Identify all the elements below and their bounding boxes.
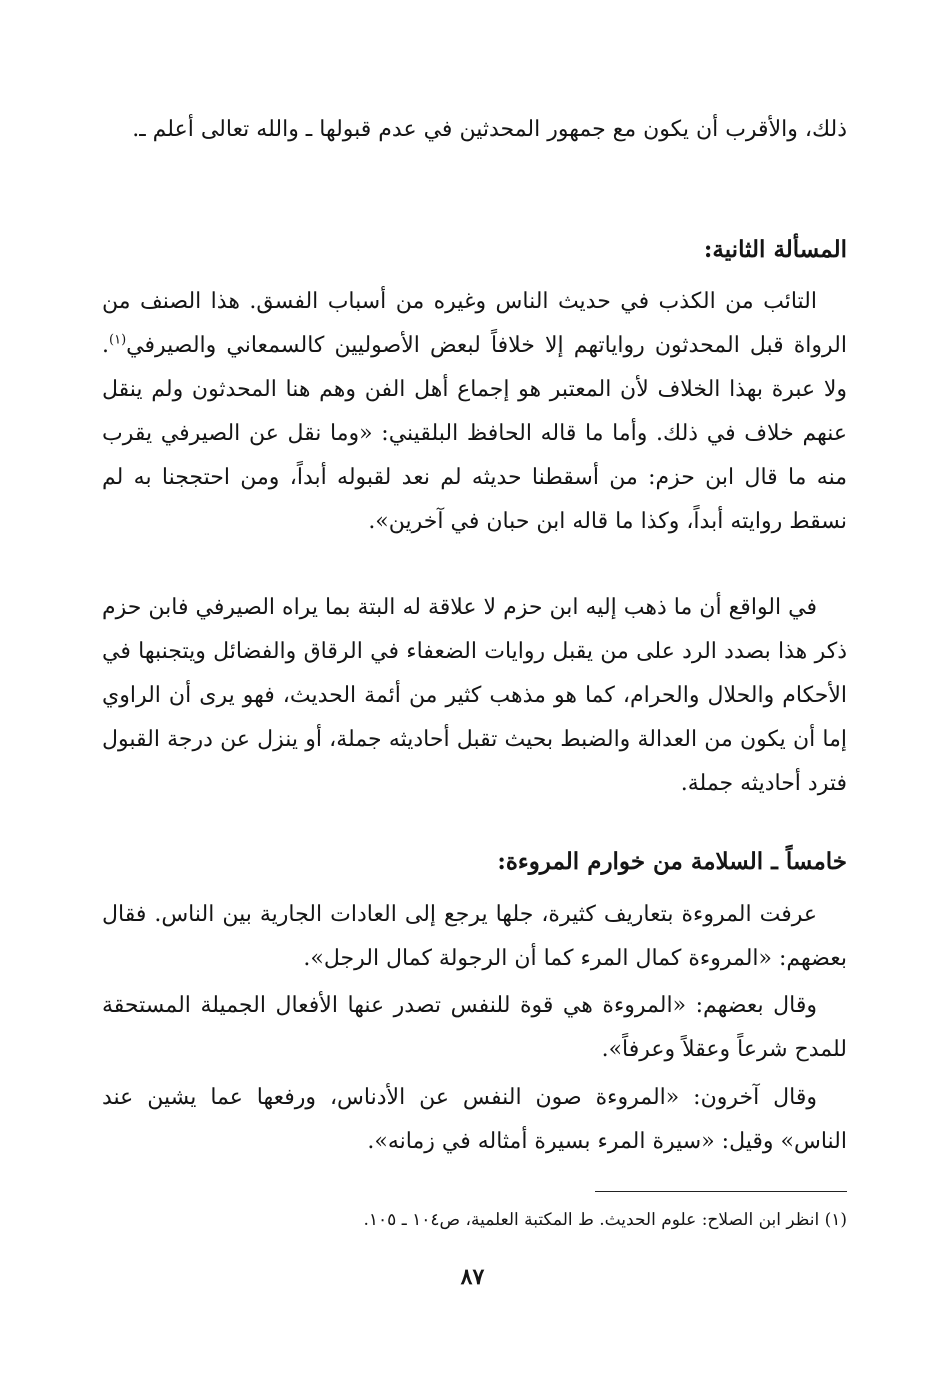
paragraph-muruah-definitions: عرفت المروءة بتعاريف كثيرة، جلها يرجع إلى العادات الجارية بين الناس. فقال بعضهم: «المروءة كمال المرء كما أن الرجولة كمال الرجل». [102,902,847,971]
heading-second-issue: المسألة الثانية: [703,236,847,263]
footnote-separator [595,1191,847,1192]
page-number: ٨٧ [460,1264,485,1290]
footnote-text: (١) انظر ابن الصلاح: علوم الحديث. ط المكتبة العلمية، ص١٠٤ ـ ١٠٥. [363,1210,847,1230]
paragraph-intro: ذلك، والأقرب أن يكون مع جمهور المحدثين في عدم قبولها ـ والله تعالى أعلم ـ. [132,117,847,142]
paragraph-repentant-liar-part2: . ولا عبرة بهذا الخلاف لأن المعتبر هو إجماع أهل الفن وهم هنا المحدثون ولم ينقل عنهم خلاف في ذلك. وأما ما قاله الحافظ البلقيني: «وما نقل عن الصيرفي يقرب منه ما قال ابن حزم: من أسقطنا حديثه لم نعد لقبوله أبداً، ومن احتججنا به لم نسقط روايته أبداً، وكذا ما قاله ابن حبان في آخرين». [102,333,847,534]
paragraph-repentant-liar-part1: التائب من الكذب في حديث الناس وغيره من أسباب الفسق. هذا الصنف من الرواة قبل المحدثون رواياتهم إلا خلافاً لبعض الأصوليين كالسمعاني والصيرفي [102,289,847,358]
paragraph-muruah-others-said: وقال آخرون: «المروءة صون النفس عن الأدناس، ورفعها عما يشين عند الناس» وقيل: «سيرة المرء بسيرة أمثاله في زمانه». [102,1085,847,1154]
paragraph-in-reality: في الواقع أن ما ذهب إليه ابن حزم لا علاقة له البتة بما يراه الصيرفي فابن حزم ذكر هذا بصدد الرد على من يقبل روايات الضعفاء في الرقاق والفضائل ويتجنبها في الأحكام والحلال والحرام، كما هو مذهب كثير من أئمة الحديث، فهو يرى أن الراوي إما أن يكون من العدالة والضبط بحيث تقبل أحاديثه جملة، أو ينزل عن درجة القبول فترد أحاديثه جملة. [102,595,847,796]
paragraph-muruah-some-said: وقال بعضهم: «المروءة هي قوة للنفس تصدر عنها الأفعال الجميلة المستحقة للمدح شرعاً وعقلاً وعرفاً». [102,993,847,1062]
heading-fifth-muruah: خامساً ـ السلامة من خوارم المروءة: [497,848,847,875]
paragraph-repentant-liar [102,280,847,544]
footnote-reference[interactable]: (١) [109,332,127,348]
